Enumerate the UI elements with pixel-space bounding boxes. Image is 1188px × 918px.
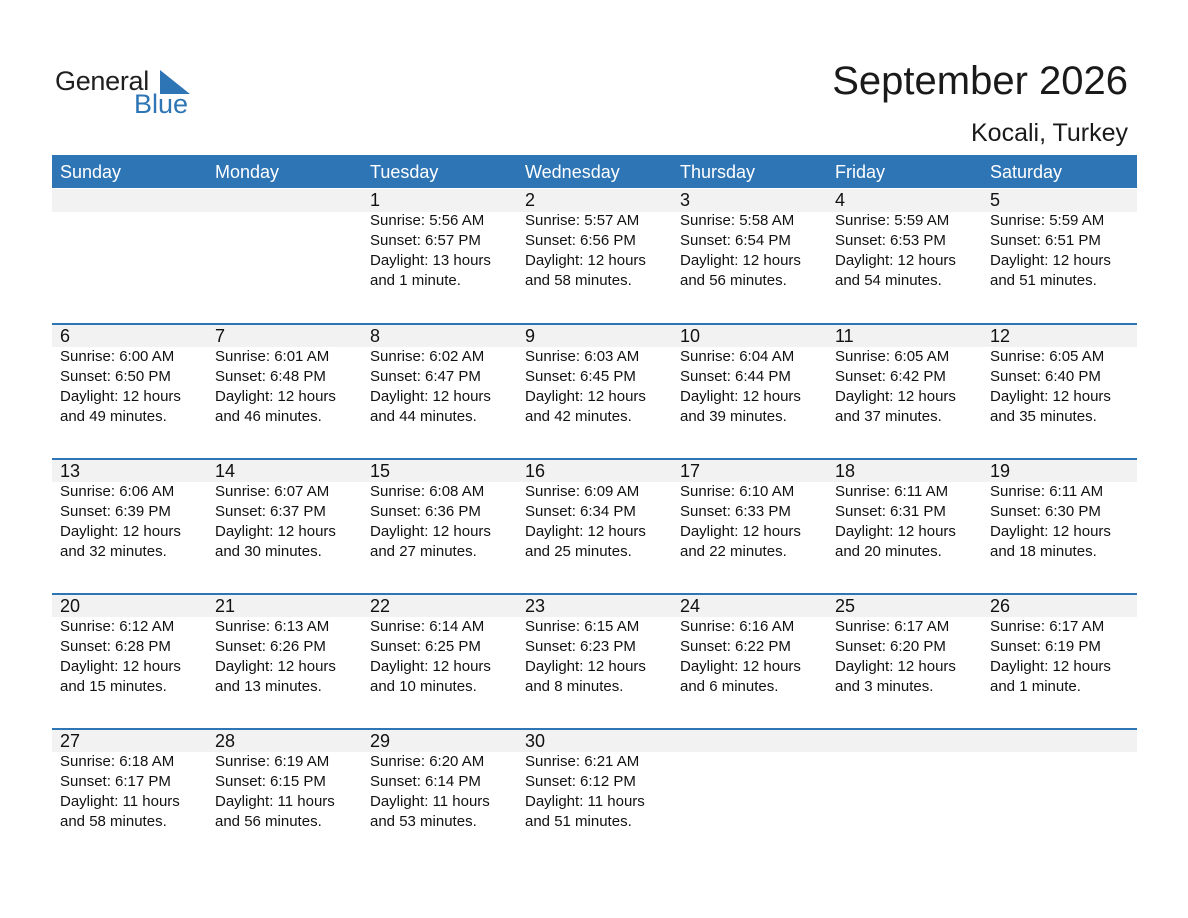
daylight-text: Daylight: 12 hours xyxy=(215,388,336,405)
sunset-text: Sunset: 6:53 PM xyxy=(835,232,946,249)
daylight-text: Daylight: 12 hours xyxy=(990,523,1111,540)
day-number: 16 xyxy=(525,461,546,481)
weeks-container xyxy=(52,188,1137,863)
daylight-text: Daylight: 12 hours xyxy=(525,252,646,269)
daylight-text: Daylight: 12 hours xyxy=(680,523,801,540)
sunset-text: Sunset: 6:47 PM xyxy=(370,368,481,385)
weekday-sunday: Sunday xyxy=(60,162,122,182)
day-number: 4 xyxy=(835,190,846,210)
daylight-text: and 49 minutes. xyxy=(60,408,167,425)
sunrise-text: Sunrise: 6:13 AM xyxy=(215,618,330,635)
sunset-text: Sunset: 6:48 PM xyxy=(215,368,326,385)
daylight-text: Daylight: 11 hours xyxy=(525,793,645,810)
weekday-friday: Friday xyxy=(835,162,886,182)
weekday-monday: Monday xyxy=(215,162,280,182)
day-cell xyxy=(52,460,207,562)
sunrise-text: Sunrise: 6:15 AM xyxy=(525,618,640,635)
sunset-text: Sunset: 6:37 PM xyxy=(215,503,326,520)
sunset-text: Sunset: 6:30 PM xyxy=(990,503,1101,520)
day-number: 30 xyxy=(525,731,546,751)
day-cell xyxy=(207,730,362,832)
day-cell xyxy=(672,188,827,291)
daylight-text: and 13 minutes. xyxy=(215,678,322,695)
sunrise-text: Sunrise: 6:20 AM xyxy=(370,753,485,770)
day-number: 1 xyxy=(370,190,381,210)
sunset-text: Sunset: 6:22 PM xyxy=(680,638,791,655)
daylight-text: Daylight: 12 hours xyxy=(680,388,801,405)
day-cell xyxy=(672,325,827,427)
day-cell xyxy=(517,730,672,832)
day-cell xyxy=(827,460,982,562)
calendar-grid xyxy=(52,155,1137,863)
sunrise-text: Sunrise: 6:19 AM xyxy=(215,753,330,770)
sunrise-text: Sunrise: 6:12 AM xyxy=(60,618,175,635)
daylight-text: and 27 minutes. xyxy=(370,543,477,560)
day-number xyxy=(835,730,982,752)
week-days xyxy=(52,730,1137,832)
daylight-text: and 58 minutes. xyxy=(60,813,167,830)
sunrise-text: Sunrise: 6:04 AM xyxy=(680,348,795,365)
day-cell xyxy=(982,595,1137,697)
daylight-text: and 56 minutes. xyxy=(215,813,322,830)
day-number: 25 xyxy=(835,596,856,616)
day-number: 11 xyxy=(835,326,854,346)
day-number xyxy=(680,730,827,752)
week-row xyxy=(52,593,1137,728)
day-number: 23 xyxy=(525,596,546,616)
weekday-thursday: Thursday xyxy=(680,162,756,182)
daylight-text: Daylight: 12 hours xyxy=(525,523,646,540)
page-title: September 2026 xyxy=(832,59,1128,103)
day-number: 9 xyxy=(525,326,536,346)
sunrise-text: Sunrise: 6:10 AM xyxy=(680,483,795,500)
daylight-text: and 56 minutes. xyxy=(680,272,787,289)
sunset-text: Sunset: 6:45 PM xyxy=(525,368,636,385)
daylight-text: Daylight: 12 hours xyxy=(990,388,1111,405)
day-number: 7 xyxy=(215,326,226,346)
daylight-text: Daylight: 12 hours xyxy=(370,388,491,405)
sunset-text: Sunset: 6:54 PM xyxy=(680,232,791,249)
logo-text-general: General xyxy=(55,66,149,96)
daylight-text: and 35 minutes. xyxy=(990,408,1097,425)
day-number: 15 xyxy=(370,461,391,481)
daylight-text: Daylight: 12 hours xyxy=(60,658,181,675)
day-cell xyxy=(827,325,982,427)
day-cell xyxy=(982,325,1137,427)
sunset-text: Sunset: 6:39 PM xyxy=(60,503,171,520)
day-number: 13 xyxy=(60,461,81,481)
day-cell xyxy=(207,460,362,562)
day-number: 5 xyxy=(990,190,1001,210)
day-cell xyxy=(517,595,672,697)
daylight-text: and 6 minutes. xyxy=(680,678,779,695)
day-cell xyxy=(207,188,362,291)
week-days xyxy=(52,460,1137,562)
day-number: 20 xyxy=(60,596,81,616)
sunrise-text: Sunrise: 6:11 AM xyxy=(990,483,1104,500)
sunrise-text: Sunrise: 5:57 AM xyxy=(525,212,640,229)
day-cell xyxy=(207,325,362,427)
day-cell xyxy=(52,188,207,291)
sunset-text: Sunset: 6:28 PM xyxy=(60,638,171,655)
sunrise-text: Sunrise: 6:17 AM xyxy=(835,618,950,635)
daylight-text: Daylight: 12 hours xyxy=(370,658,491,675)
day-cell xyxy=(362,460,517,562)
daylight-text: Daylight: 12 hours xyxy=(835,388,956,405)
day-number: 2 xyxy=(525,190,536,210)
day-cell xyxy=(672,730,827,832)
daylight-text: Daylight: 12 hours xyxy=(835,252,956,269)
day-number xyxy=(60,189,207,211)
daylight-text: and 51 minutes. xyxy=(525,813,632,830)
sunset-text: Sunset: 6:56 PM xyxy=(525,232,636,249)
sunset-text: Sunset: 6:14 PM xyxy=(370,773,481,790)
sunset-text: Sunset: 6:44 PM xyxy=(680,368,791,385)
weekday-wednesday: Wednesday xyxy=(525,162,620,182)
daylight-text: and 10 minutes. xyxy=(370,678,477,695)
daylight-text: Daylight: 12 hours xyxy=(990,658,1111,675)
daylight-text: and 54 minutes. xyxy=(835,272,942,289)
day-cell xyxy=(207,595,362,697)
sunrise-text: Sunrise: 6:08 AM xyxy=(370,483,485,500)
sunrise-text: Sunrise: 6:21 AM xyxy=(525,753,640,770)
sunrise-text: Sunrise: 6:02 AM xyxy=(370,348,485,365)
daylight-text: and 44 minutes. xyxy=(370,408,477,425)
sunset-text: Sunset: 6:33 PM xyxy=(680,503,791,520)
sunrise-text: Sunrise: 6:05 AM xyxy=(835,348,950,365)
day-number: 27 xyxy=(60,731,81,751)
day-cell xyxy=(827,595,982,697)
day-number: 14 xyxy=(215,461,236,481)
day-number: 8 xyxy=(370,326,381,346)
sunset-text: Sunset: 6:26 PM xyxy=(215,638,326,655)
sunrise-text: Sunrise: 6:00 AM xyxy=(60,348,175,365)
day-number: 6 xyxy=(60,326,71,346)
sunrise-text: Sunrise: 5:59 AM xyxy=(835,212,950,229)
daylight-text: and 32 minutes. xyxy=(60,543,167,560)
daylight-text: Daylight: 12 hours xyxy=(835,523,956,540)
sunrise-text: Sunrise: 5:56 AM xyxy=(370,212,485,229)
day-number: 29 xyxy=(370,731,391,751)
daylight-text: Daylight: 11 hours xyxy=(215,793,335,810)
day-number: 26 xyxy=(990,596,1011,616)
daylight-text: Daylight: 12 hours xyxy=(680,658,801,675)
sunrise-text: Sunrise: 6:06 AM xyxy=(60,483,175,500)
daylight-text: and 42 minutes. xyxy=(525,408,632,425)
week-days xyxy=(52,188,1137,291)
sunset-text: Sunset: 6:31 PM xyxy=(835,503,946,520)
week-days xyxy=(52,595,1137,697)
daylight-text: and 3 minutes. xyxy=(835,678,934,695)
daylight-text: Daylight: 13 hours xyxy=(370,252,491,269)
sunrise-text: Sunrise: 6:01 AM xyxy=(215,348,330,365)
sunset-text: Sunset: 6:57 PM xyxy=(370,232,481,249)
day-cell xyxy=(52,595,207,697)
day-number: 19 xyxy=(990,461,1011,481)
daylight-text: and 46 minutes. xyxy=(215,408,322,425)
day-cell xyxy=(827,730,982,832)
daylight-text: and 15 minutes. xyxy=(60,678,167,695)
logo xyxy=(55,66,195,118)
sunset-text: Sunset: 6:36 PM xyxy=(370,503,481,520)
daylight-text: Daylight: 12 hours xyxy=(60,388,181,405)
daylight-text: Daylight: 12 hours xyxy=(525,388,646,405)
daylight-text: and 39 minutes. xyxy=(680,408,787,425)
daylight-text: Daylight: 12 hours xyxy=(215,523,336,540)
daylight-text: and 37 minutes. xyxy=(835,408,942,425)
daylight-text: Daylight: 12 hours xyxy=(60,523,181,540)
day-cell xyxy=(52,730,207,832)
daylight-text: Daylight: 12 hours xyxy=(835,658,956,675)
daylight-text: and 53 minutes. xyxy=(370,813,477,830)
daylight-text: and 22 minutes. xyxy=(680,543,787,560)
day-number: 18 xyxy=(835,461,856,481)
day-cell xyxy=(982,730,1137,832)
sunrise-text: Sunrise: 5:58 AM xyxy=(680,212,795,229)
day-number: 3 xyxy=(680,190,691,210)
day-number: 22 xyxy=(370,596,391,616)
daylight-text: Daylight: 12 hours xyxy=(680,252,801,269)
daylight-text: and 8 minutes. xyxy=(525,678,624,695)
logo-text-blue: Blue xyxy=(134,89,189,119)
weekday-header xyxy=(52,155,1137,188)
day-cell xyxy=(362,188,517,291)
sunset-text: Sunset: 6:20 PM xyxy=(835,638,946,655)
sunset-text: Sunset: 6:40 PM xyxy=(990,368,1101,385)
sunset-text: Sunset: 6:17 PM xyxy=(60,773,171,790)
weekday-tuesday: Tuesday xyxy=(370,162,439,182)
daylight-text: Daylight: 11 hours xyxy=(370,793,490,810)
sunrise-text: Sunrise: 6:09 AM xyxy=(525,483,640,500)
daylight-text: Daylight: 12 hours xyxy=(215,658,336,675)
week-row xyxy=(52,728,1137,863)
day-cell xyxy=(362,325,517,427)
daylight-text: and 20 minutes. xyxy=(835,543,942,560)
week-row xyxy=(52,458,1137,593)
weekday-saturday: Saturday xyxy=(990,162,1063,182)
day-cell xyxy=(672,460,827,562)
sunrise-text: Sunrise: 6:16 AM xyxy=(680,618,795,635)
day-cell xyxy=(827,188,982,291)
sunset-text: Sunset: 6:12 PM xyxy=(525,773,636,790)
day-number: 24 xyxy=(680,596,701,616)
daylight-text: and 51 minutes. xyxy=(990,272,1097,289)
day-number: 28 xyxy=(215,731,236,751)
day-cell xyxy=(517,325,672,427)
daylight-text: and 18 minutes. xyxy=(990,543,1097,560)
day-cell xyxy=(672,595,827,697)
day-number xyxy=(215,189,362,211)
sunrise-text: Sunrise: 6:03 AM xyxy=(525,348,640,365)
sunset-text: Sunset: 6:23 PM xyxy=(525,638,636,655)
sunset-text: Sunset: 6:15 PM xyxy=(215,773,326,790)
daylight-text: and 25 minutes. xyxy=(525,543,632,560)
sunset-text: Sunset: 6:51 PM xyxy=(990,232,1101,249)
day-number: 17 xyxy=(680,461,701,481)
day-cell xyxy=(982,188,1137,291)
week-row xyxy=(52,323,1137,458)
daylight-text: Daylight: 12 hours xyxy=(370,523,491,540)
daylight-text: and 1 minute. xyxy=(990,678,1081,695)
day-cell xyxy=(517,460,672,562)
week-row xyxy=(52,188,1137,323)
sunrise-text: Sunrise: 6:17 AM xyxy=(990,618,1105,635)
day-cell xyxy=(52,325,207,427)
sunset-text: Sunset: 6:19 PM xyxy=(990,638,1101,655)
day-number: 21 xyxy=(215,596,236,616)
day-number: 10 xyxy=(680,326,701,346)
daylight-text: Daylight: 12 hours xyxy=(525,658,646,675)
sunrise-text: Sunrise: 6:14 AM xyxy=(370,618,485,635)
day-number: 12 xyxy=(990,326,1011,346)
sunrise-text: Sunrise: 6:18 AM xyxy=(60,753,175,770)
sunset-text: Sunset: 6:50 PM xyxy=(60,368,171,385)
daylight-text: and 58 minutes. xyxy=(525,272,632,289)
week-days xyxy=(52,325,1137,427)
location-subtitle: Kocali, Turkey xyxy=(970,119,1128,147)
sunset-text: Sunset: 6:25 PM xyxy=(370,638,481,655)
day-cell xyxy=(362,730,517,832)
daylight-text: and 30 minutes. xyxy=(215,543,322,560)
sunrise-text: Sunrise: 6:11 AM xyxy=(835,483,949,500)
day-number xyxy=(990,730,1137,752)
sunrise-text: Sunrise: 5:59 AM xyxy=(990,212,1105,229)
sunset-text: Sunset: 6:34 PM xyxy=(525,503,636,520)
day-cell xyxy=(982,460,1137,562)
daylight-text: Daylight: 11 hours xyxy=(60,793,180,810)
day-cell xyxy=(517,188,672,291)
sunrise-text: Sunrise: 6:05 AM xyxy=(990,348,1105,365)
day-cell xyxy=(362,595,517,697)
sunrise-text: Sunrise: 6:07 AM xyxy=(215,483,330,500)
daylight-text: and 1 minute. xyxy=(370,272,461,289)
sunset-text: Sunset: 6:42 PM xyxy=(835,368,946,385)
daylight-text: Daylight: 12 hours xyxy=(990,252,1111,269)
